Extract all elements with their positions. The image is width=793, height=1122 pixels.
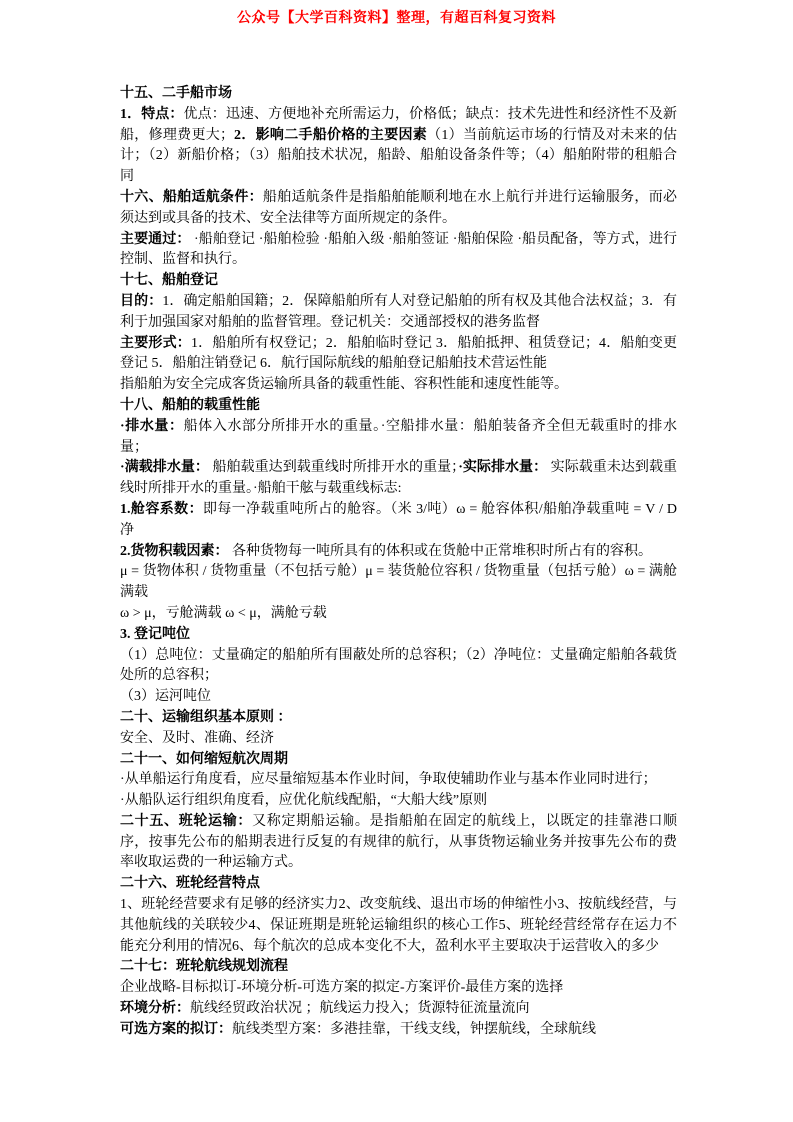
bold-text-segment: 3. 登记吨位 — [120, 626, 190, 642]
text-segment: 又称定期船运输。是指船舶在固定的航线上，以既定的挂靠港口顺序，按事先公布的船期表进行反复的有规律的航行，从事货物运输业务并按事先公布的费率收取运费的一种运输方式。 — [120, 813, 678, 871]
paragraph — [120, 604, 677, 625]
bold-text-segment: 十八、船舶的载重性能 — [120, 397, 260, 413]
paragraph — [120, 84, 677, 105]
bold-text-segment: 十五、二手船市场 — [120, 86, 232, 101]
paragraph — [120, 687, 677, 708]
text-segment: 各种货物每一吨所具有的体积或在货舱中正常堆积时所占有的容积。 — [228, 543, 652, 559]
bold-text-segment: 二十六、班轮经营特点 — [120, 876, 260, 892]
paragraph — [120, 188, 677, 230]
bold-text-segment: ·排水量： — [120, 418, 184, 434]
paragraph — [120, 770, 677, 791]
paragraph — [120, 978, 677, 999]
paragraph — [120, 999, 677, 1020]
bold-text-segment: 2．影响二手船价格的主要因素 — [234, 127, 428, 143]
bold-text-segment: 1．特点： — [120, 106, 184, 122]
paragraph — [120, 458, 677, 500]
text-segment: 企业战略-目标拟订-环境分析-可选方案的拟定-方案评价-最佳方案的选择 — [120, 980, 564, 996]
paragraph — [120, 791, 677, 812]
bold-text-segment: ·满载排水量： — [120, 460, 209, 476]
bold-text-segment: 十六、船舶适航条件： — [120, 189, 263, 205]
paragraph — [120, 396, 677, 417]
paragraph — [120, 417, 677, 459]
paragraph — [120, 895, 677, 957]
paragraph — [120, 957, 677, 978]
paragraph — [120, 812, 677, 874]
text-segment: 安全、及时、准确、经济 — [120, 730, 274, 746]
text-segment: 航线类型方案：多港挂靠，干线支线，钟摆航线，全球航线 — [232, 1021, 596, 1037]
bold-text-segment: 2.货物积载因素： — [120, 543, 229, 559]
text-segment: 实际载重未达到载重线时所排开水的重量。·船舶干舷与载重线标志: — [120, 460, 678, 497]
text-segment: 1．船舶所有权登记；2．船舶临时登记 3．船舶抵押、租赁登记；4．船舶变更登记 5．船舶注销登记 6．航行国际航线的船舶登记船舶技术营运性能 — [120, 335, 678, 372]
text-segment: 船舶适航条件是指船舶能顺利地在水上航行并进行运输服务，而必须达到或具备的技术、安全法律等方面所规定的条件。 — [120, 189, 678, 226]
paragraph — [120, 105, 677, 188]
text-segment: μ = 货物体积 / 货物重量（不包括亏舱）μ = 装货舱位容积 / 货物重量（包括亏舱）ω = 满舱满载 — [120, 564, 677, 601]
text-segment: ·船舶登记 ·船舶检验 ·船舶入级 ·船舶签证 ·船舶保险 ·船员配备，等方式，进行控制、监督和执行。 — [120, 231, 677, 268]
paragraph — [120, 271, 677, 292]
bold-text-segment: 1.舱容系数： — [120, 501, 203, 517]
text-segment: 指船舶为安全完成客货运输所具备的载重性能、容积性能和速度性能等。 — [120, 377, 568, 393]
paragraph — [120, 750, 677, 771]
paragraph — [120, 1020, 677, 1041]
document-body — [120, 84, 677, 1041]
text-segment: 航线经贸政治状况 ；航线运力投入；货源特征流量流向 — [190, 1001, 530, 1017]
bold-text-segment: 主要通过： — [120, 231, 191, 247]
bold-text-segment: 二十七：班轮航线规划流程 — [120, 959, 288, 975]
paragraph — [120, 542, 677, 563]
paragraph — [120, 729, 677, 750]
page-header — [0, 7, 793, 27]
text-segment: 1．确定船舶国籍；2．保障船舶所有人对登记船舶的所有权及其他合法权益；3．有利于加强国家对船舶的监督管理。登记机关：交通部授权的港务监督 — [120, 293, 678, 330]
bold-text-segment: ·实际排水量： — [458, 460, 548, 476]
bold-text-segment: 环境分析： — [120, 1001, 190, 1017]
paragraph — [120, 230, 677, 272]
bold-text-segment: 十七、船舶登记 — [120, 273, 218, 289]
paragraph — [120, 500, 677, 542]
paragraph — [120, 646, 677, 688]
paragraph — [120, 708, 677, 729]
paragraph — [120, 375, 677, 396]
text-segment: 1、班轮经营要求有足够的经济实力2、改变航线、退出市场的伸缩性小3、按航线经营，与其他航线的关联较少4、保证班期是班轮运输组织的核心工作5、班轮经营经常存在运力不能充分利用的情况6、每个航次的总成本变化不大，盈利水平主要取决于运营收入的多少 — [120, 897, 677, 954]
text-segment: （3）运河吨位 — [120, 689, 211, 705]
text-segment: 船舶载重达到载重线时所排开水的重量； — [208, 460, 459, 476]
text-segment: ·从船队运行组织角度看，应优化航线配船，“大船大线”原则 — [120, 793, 488, 809]
paragraph — [120, 562, 677, 604]
paragraph — [120, 292, 677, 334]
text-segment: ·从单船运行角度看，应尽量缩短基本作业时间，争取使辅助作业与基本作业同时进行； — [120, 772, 657, 788]
text-segment: （1）总吨位：丈量确定的船舶所有围蔽处所的总容积；（2）净吨位：丈量确定船舶各载货处所的总容积； — [120, 647, 677, 684]
bold-text-segment: 主要形式： — [120, 335, 191, 351]
bold-text-segment: 可选方案的拟订： — [120, 1021, 232, 1037]
bold-text-segment: 目的： — [120, 293, 163, 309]
bold-text-segment: 二十一、如何缩短航次周期 — [120, 751, 288, 767]
text-segment: ω > μ，亏舱满载 ω < μ，满舱亏载 — [120, 605, 327, 621]
bold-text-segment: 二十五、班轮运输： — [120, 813, 253, 829]
paragraph — [120, 625, 677, 646]
text-segment: （1）当前航运市场的行情及对未来的估计；（2）新船价格；（3）船舶技术状况，船龄、船舶设备条件等；（4）船舶附带的租船合同 — [120, 127, 678, 185]
text-segment: 船体入水部分所排开水的重量。·空船排水量：船舶装备齐全但无载重时的排水量； — [120, 418, 677, 455]
paragraph — [120, 874, 677, 895]
text-segment: 即每一净载重吨所占的舱容。（米 3/吨）ω = 舱容体积/船舶净载重吨 = V / D 净 — [120, 501, 677, 538]
bold-text-segment: 二十、运输组织基本原则 ： — [120, 709, 292, 725]
text-segment: 优点：迅速、方便地补充所需运力，价格低；缺点：技术先进性和经济性不及新船，修理费更大； — [120, 106, 678, 143]
paragraph — [120, 334, 677, 376]
header-text: 公众号【大学百科资料】整理，有超百科复习资料 — [237, 11, 556, 26]
